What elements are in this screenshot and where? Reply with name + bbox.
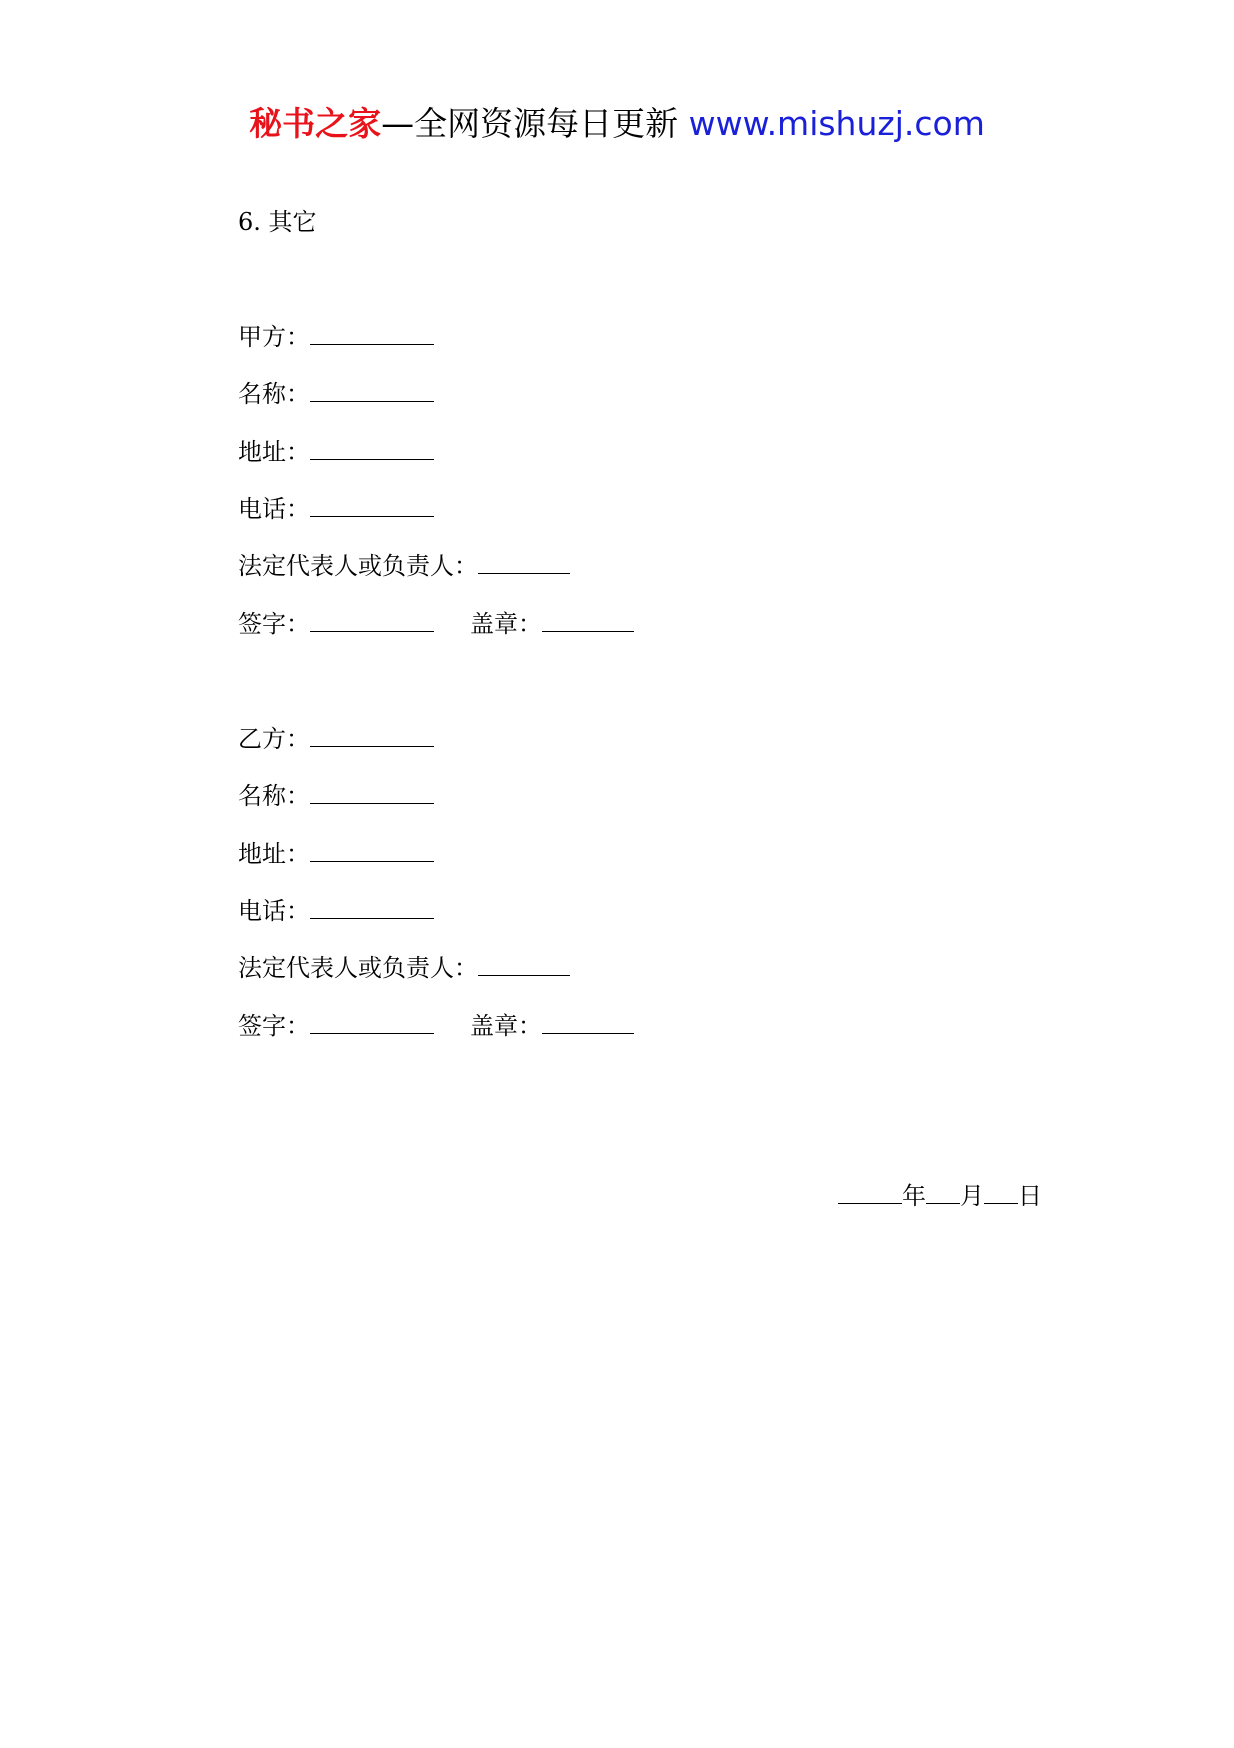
site-url-link[interactable]: www.mishuzj.com — [688, 104, 985, 143]
party-b-name-line — [238, 780, 434, 812]
party-a-line — [238, 321, 434, 353]
day-label: 日 — [1018, 1182, 1042, 1210]
party-a-phone-line — [238, 493, 434, 525]
year-label: 年 — [902, 1182, 926, 1210]
party-a-label: 甲方： — [238, 323, 310, 351]
party-b-address-blank[interactable] — [310, 839, 434, 862]
party-a-address-blank[interactable] — [310, 437, 434, 460]
party-b-name-blank[interactable] — [310, 781, 434, 804]
header-slogan: —全网资源每日更新 — [381, 104, 679, 143]
party-a-address-label: 地址： — [238, 438, 310, 466]
party-a-sign-label: 签字： — [238, 610, 310, 638]
party-b-phone-blank[interactable] — [310, 896, 434, 919]
month-blank[interactable] — [926, 1181, 960, 1204]
party-a-blank[interactable] — [310, 322, 434, 345]
party-b-rep-line — [238, 952, 570, 984]
party-b-sign-label: 签字： — [238, 1012, 310, 1040]
party-a-name-blank[interactable] — [310, 379, 434, 402]
party-a-rep-blank[interactable] — [478, 551, 570, 574]
party-b-address-line — [238, 838, 434, 870]
party-b-label: 乙方： — [238, 725, 310, 753]
party-b-seal-label: 盖章： — [470, 1012, 542, 1040]
party-b-rep-label: 法定代表人或负责人： — [238, 954, 478, 982]
party-a-name-line — [238, 378, 434, 410]
party-b-sign-line — [238, 1010, 634, 1042]
party-a-rep-label: 法定代表人或负责人： — [238, 552, 478, 580]
party-a-seal-label: 盖章： — [470, 610, 542, 638]
party-b-phone-label: 电话： — [238, 897, 310, 925]
date-line — [838, 1180, 1042, 1212]
page-header — [0, 100, 1234, 148]
party-b-line — [238, 723, 434, 755]
day-blank[interactable] — [984, 1181, 1018, 1204]
year-blank[interactable] — [838, 1181, 902, 1204]
party-b-sign-blank[interactable] — [310, 1011, 434, 1034]
party-a-address-line — [238, 436, 434, 468]
month-label: 月 — [960, 1182, 984, 1210]
party-a-seal-blank[interactable] — [542, 609, 634, 632]
party-a-sign-line — [238, 608, 634, 640]
party-a-name-label: 名称： — [238, 380, 310, 408]
section-title: 6. 其它 — [238, 208, 317, 236]
party-a-phone-blank[interactable] — [310, 494, 434, 517]
party-a-phone-label: 电话： — [238, 495, 310, 523]
party-b-phone-line — [238, 895, 434, 927]
brand-name: 秘书之家 — [249, 104, 382, 143]
party-b-seal-blank[interactable] — [542, 1011, 634, 1034]
party-b-rep-blank[interactable] — [478, 953, 570, 976]
party-a-rep-line — [238, 550, 570, 582]
party-b-name-label: 名称： — [238, 782, 310, 810]
party-b-address-label: 地址： — [238, 840, 310, 868]
party-a-sign-blank[interactable] — [310, 609, 434, 632]
party-b-blank[interactable] — [310, 724, 434, 747]
